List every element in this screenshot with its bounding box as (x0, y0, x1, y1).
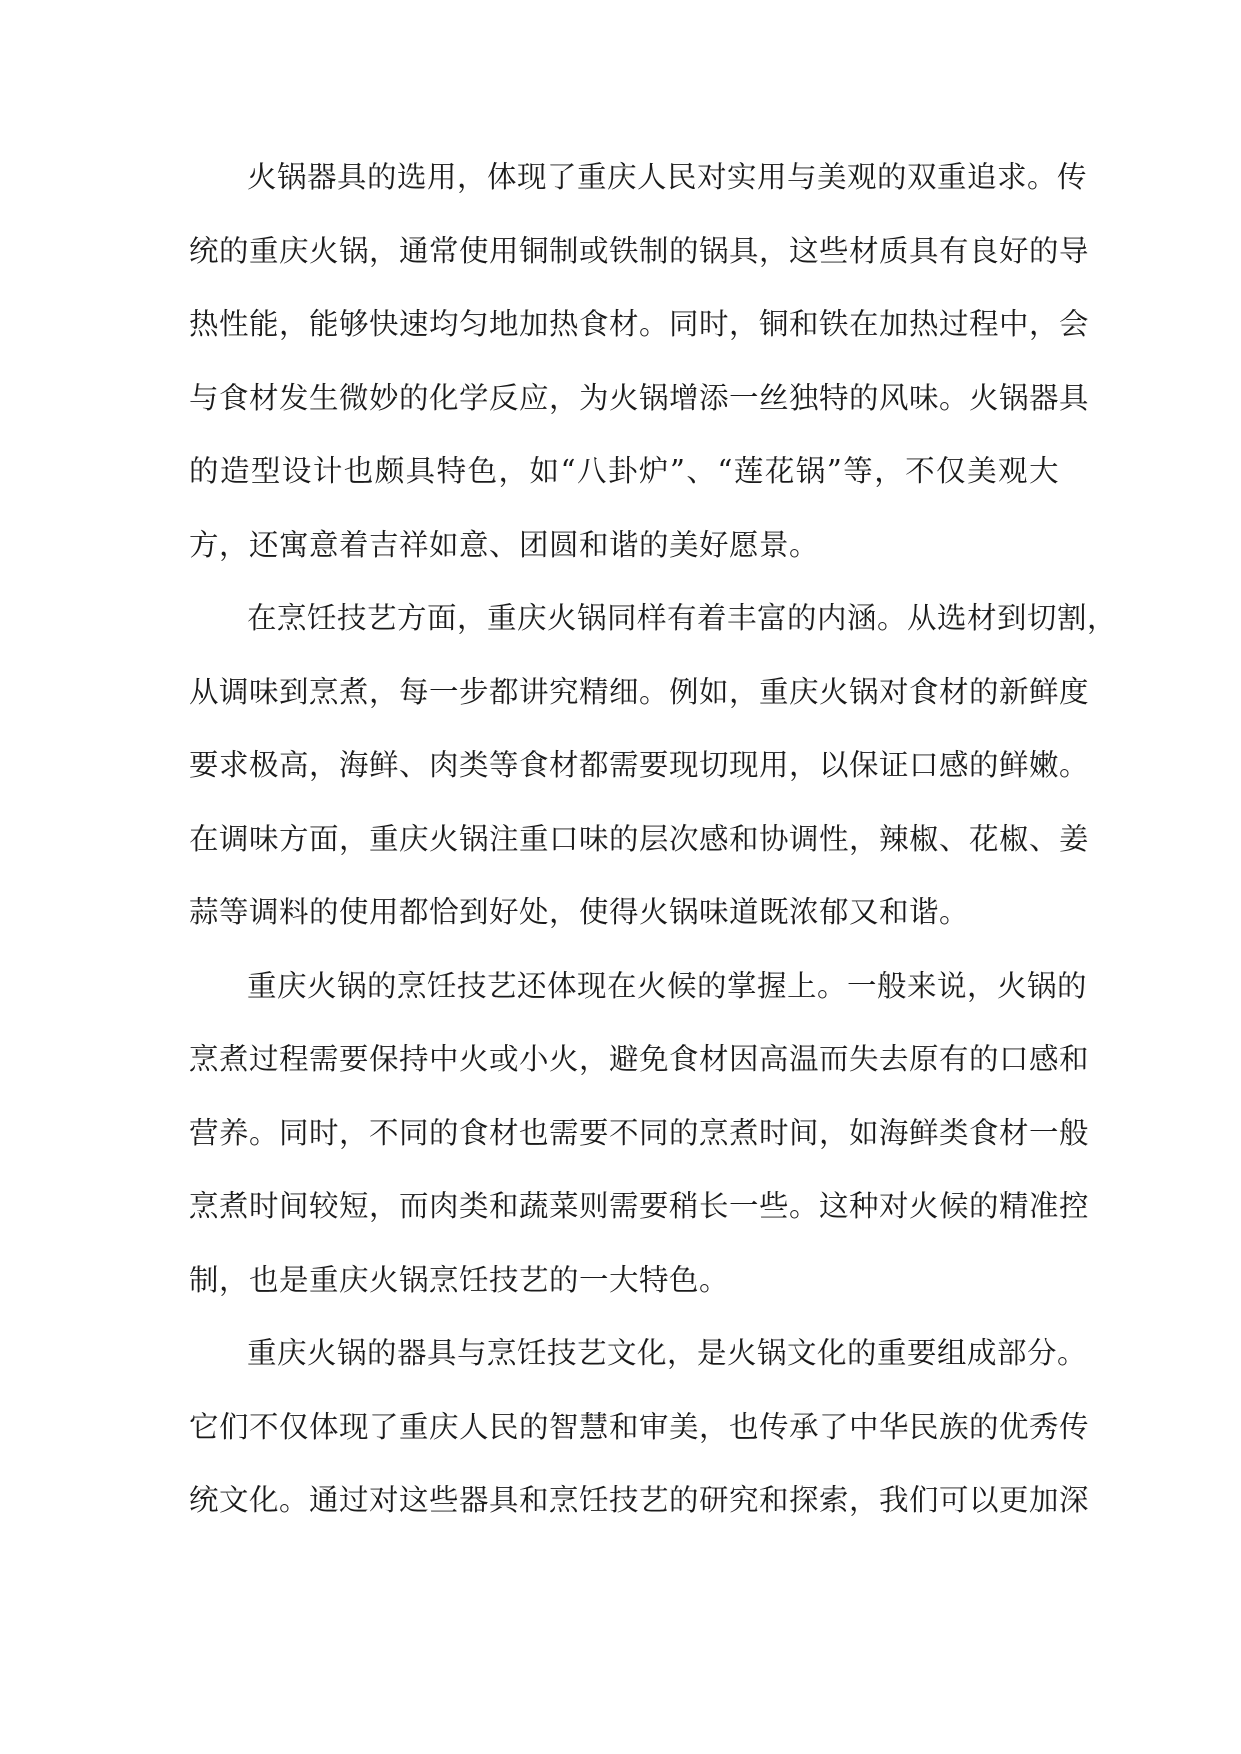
text-line: 重庆火锅的烹饪技艺还体现在火候的掌握上。一般来说，火锅的 (247, 968, 1088, 1003)
text-line: 的造型设计也颇具特色，如“八卦炉”、“莲花锅”等，不仅美观大 (189, 454, 1059, 488)
text-line: 热性能，能够快速均匀地加热食材。同时，铜和铁在加热过程中，会 (189, 307, 1090, 341)
paragraph (189, 1317, 1090, 1538)
text-line: 在调味方面，重庆火锅注重口味的层次感和协调性，辣椒、花椒、姜 (189, 821, 1090, 856)
text-line: 要求极高，海鲜、肉类等食材都需要现切现用，以保证口感的鲜嫩。 (189, 748, 1090, 782)
text-line: 烹煮过程需要保持中火或小火，避免食材因高温而失去原有的口感和 (189, 1042, 1090, 1076)
text-line: 制，也是重庆火锅烹饪技艺的一大特色。 (189, 1262, 730, 1297)
text-line: 营养。同时，不同的食材也需要不同的烹煮时间，如海鲜类食材一般 (189, 1115, 1090, 1150)
text-line: 统的重庆火锅，通常使用铜制或铁制的锅具，这些材质具有良好的导 (189, 233, 1090, 268)
text-line: 火锅器具的选用，体现了重庆人民对实用与美观的双重追求。传 (247, 160, 1088, 194)
text-line: 在烹饪技艺方面，重庆火锅同样有着丰富的内涵。从选材到切割， (247, 601, 1118, 635)
text-line: 与食材发生微妙的化学反应，为火锅增添一丝独特的风味。火锅器具 (189, 380, 1090, 415)
text-line: 统文化。通过对这些器具和烹饪技艺的研究和探索，我们可以更加深 (189, 1483, 1090, 1517)
text-line: 烹煮时间较短，而肉类和蔬菜则需要稍长一些。这种对火候的精准控 (189, 1189, 1090, 1223)
body-text (189, 141, 1118, 1538)
text-line: 从调味到烹煮，每一步都讲究精细。例如，重庆火锅对食材的新鲜度 (189, 674, 1090, 709)
paragraph (189, 950, 1090, 1318)
paragraph (189, 141, 1090, 582)
text-line: 重庆火锅的器具与烹饪技艺文化，是火锅文化的重要组成部分。 (247, 1336, 1088, 1370)
paragraph (189, 582, 1118, 950)
text-line: 方，还寓意着吉祥如意、团圆和谐的美好愿景。 (189, 527, 820, 562)
text-line: 它们不仅体现了重庆人民的智慧和审美，也传承了中华民族的优秀传 (189, 1409, 1090, 1444)
text-line: 蒜等调料的使用都恰到好处，使得火锅味道既浓郁又和谐。 (189, 895, 970, 929)
